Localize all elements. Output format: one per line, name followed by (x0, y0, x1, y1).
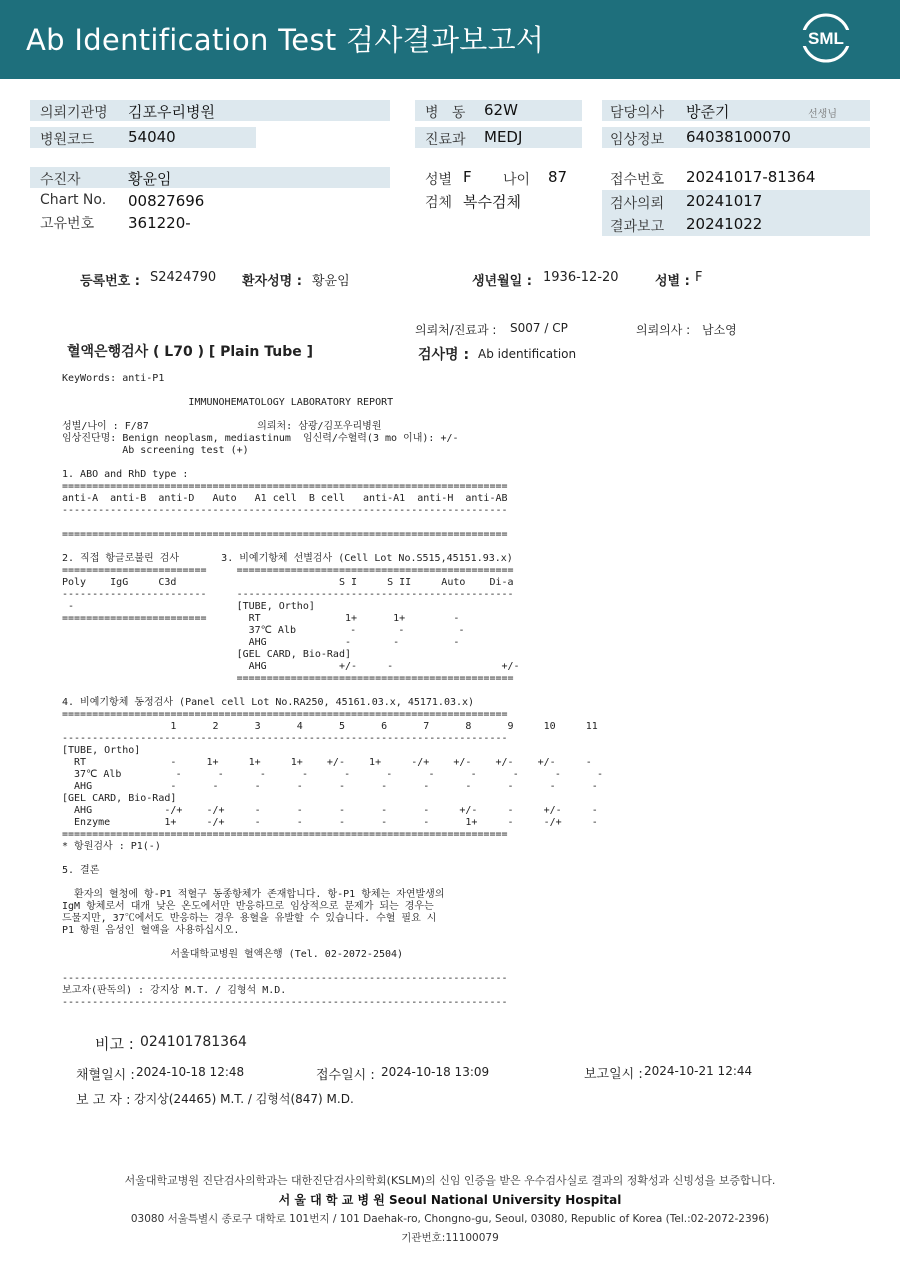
certification-text: 서울대학교병원 진단검사의학과는 대한진단검사의학회(KSLM)의 신임 인증을 받은 우수검사실로 결과의 정확성과 신빙성을 보증합니다. (124, 1174, 776, 1187)
report-line: RT - 1+ 1+ 1+ +/- 1+ -/+ +/- +/- +/- - (62, 757, 592, 768)
reporter-label: 보 고 자 : (76, 1093, 131, 1108)
report-line: ========================================================================== (62, 829, 508, 840)
report-line: IMMUNOHEMATOLOGY LABORATORY REPORT (62, 397, 394, 408)
reg-number-value: S2424790 (150, 270, 217, 285)
report-line: AHG +/- - +/- (62, 661, 520, 672)
report-line: 4. 비예기항체 동정검사 (Panel cell Lot No.RA250, 45161.03.x, 45171.03.x) (62, 697, 475, 708)
report-line: Ab screening test (+) (62, 445, 249, 456)
chart-value: 00827696 (128, 192, 205, 210)
report-line: [TUBE, Ortho] (62, 745, 141, 756)
receipt-value: 20241017-81364 (686, 168, 816, 186)
patient-name-label: 환자성명 : (242, 274, 302, 289)
dept-label: 진료과 (425, 132, 466, 148)
sml-logo-icon (800, 12, 852, 64)
sex-value: F (463, 168, 472, 186)
page-title: Ab Identification Test 검사결과보고서 (26, 23, 545, 57)
report-line: -------------------------------------------------------------------------- (62, 733, 508, 744)
dob-label: 생년월일 : (472, 274, 532, 289)
report-line (62, 541, 582, 553)
hospital-name: 서 울 대 학 교 병 원 Seoul National University Hospital (278, 1193, 622, 1207)
report-line: ========================================================================== (62, 529, 508, 540)
reg-number-label: 등록번호 : (80, 274, 140, 289)
uid-label: 고유번호 (40, 216, 95, 232)
test-title: 혈액은행검사 ( L70 ) [ Plain Tube ] (67, 344, 314, 360)
report-line: AHG - - - (62, 637, 460, 648)
age-value: 87 (548, 168, 568, 186)
receive-label: 접수일시 : (316, 1068, 375, 1083)
report-line: ========================================================================== (62, 481, 508, 492)
report-line (62, 409, 582, 421)
test-name-label: 검사명 : (418, 347, 470, 363)
hospital-address: 03080 서울특별시 종로구 대학로 101번지 / 101 Daehak-ro, Chongno-gu, Seoul, 03080, Republic of Korea (Tel.:02-2072-2396) (130, 1213, 770, 1225)
reg-sex-value: F (695, 270, 703, 285)
reporter-value: 강지상(24465) M.T. / 김형석(847) M.D. (134, 1092, 354, 1106)
report-line: AHG - - - - - - - - - - - (62, 781, 598, 792)
report-line: -------------------------------------------------------------------------- (62, 997, 508, 1008)
patient-bar (30, 167, 390, 188)
report-time-value: 2024-10-21 12:44 (644, 1064, 753, 1078)
receipt-label: 접수번호 (610, 172, 665, 188)
logo-text: SML (808, 29, 844, 48)
req-doctor-label: 의뢰의사 : (636, 323, 691, 337)
report-line: 37℃ Alb - - - (62, 625, 465, 636)
doctor-suffix: 선생님 (808, 109, 837, 120)
report-line: 성별/나이 : F/87 의뢰처: 삼광/김포우리병원 (62, 421, 382, 432)
dept-cp-label: 의뢰처/진료과 : (415, 323, 497, 337)
report-line: -------------------------------------------------------------------------- (62, 973, 508, 984)
report-line (62, 853, 582, 865)
report-line (62, 685, 582, 697)
specimen-value: 복수검체 (463, 193, 521, 211)
report-line: [GEL CARD, Bio-Rad] (62, 649, 351, 660)
report-line: Enzyme 1+ -/+ - - - - - 1+ - -/+ - (62, 817, 598, 828)
report-line (62, 385, 582, 397)
report-line: 5. 결론 (62, 865, 100, 876)
req-doctor-value: 남소영 (702, 323, 737, 337)
report-line: * 항원검사 : P1(-) (62, 841, 161, 852)
lab-report-body (62, 373, 604, 1009)
dept-value: MEDJ (484, 128, 523, 146)
specimen-label: 검체 (425, 195, 453, 211)
report-line: IgM 항체로서 대개 낮은 온도에서만 반응하므로 임상적으로 문제가 되는 경우는 (62, 901, 434, 912)
report-line: 환자의 혈청에 항-P1 적혈구 동종항체가 존재합니다. 항-P1 항체는 자연발생의 (62, 889, 445, 900)
report-line: - [TUBE, Ortho] (62, 601, 315, 612)
hospital-code-label: 병원코드 (40, 132, 95, 148)
dept-cp-value: S007 / CP (510, 321, 568, 335)
report-line (62, 937, 582, 949)
report-line (62, 877, 582, 889)
report-line (62, 961, 582, 973)
dob-value: 1936-12-20 (543, 270, 619, 285)
reg-sex-label: 성별 : (655, 274, 690, 289)
report-line: ======================== ============================================== (62, 565, 514, 576)
clinical-value: 64038100070 (686, 128, 791, 146)
sex-label: 성별 (425, 172, 453, 188)
result-value: 20241022 (686, 215, 763, 233)
barcode-label: 비고 : (95, 1035, 134, 1053)
ward-value: 62W (484, 101, 518, 119)
report-line: ======================== RT 1+ 1+ - (62, 613, 460, 624)
report-line: -------------------------------------------------------------------------- (62, 505, 508, 516)
clinical-label: 임상정보 (610, 132, 665, 148)
receive-value: 2024-10-18 13:09 (381, 1065, 490, 1079)
institution-value: 김포우리병원 (128, 103, 215, 121)
chart-label: Chart No. (40, 192, 107, 208)
report-line: ============================================== (62, 673, 514, 684)
report-line: anti-A anti-B anti-D Auto A1 cell B cell anti-A1 anti-H anti-AB (62, 493, 508, 504)
report-line: 1. ABO and RhD type : (62, 469, 189, 480)
result-label: 결과보고 (610, 219, 665, 235)
doctor-value: 방준기 (686, 103, 730, 121)
report-line: [GEL CARD, Bio-Rad] (62, 793, 177, 804)
report-line: ========================================================================== (62, 709, 508, 720)
ward-label: 병 동 (425, 105, 466, 121)
report-line: Poly IgG C3d S I S II Auto Di-a (62, 577, 514, 588)
doctor-label: 담당의사 (610, 105, 665, 121)
test-name-value: Ab identification (478, 347, 577, 361)
request-value: 20241017 (686, 192, 763, 210)
report-line (62, 457, 582, 469)
report-header (0, 0, 900, 79)
patient-label: 수진자 (40, 172, 81, 188)
institution-label: 의뢰기관명 (40, 105, 108, 121)
age-label: 나이 (503, 172, 531, 188)
patient-value: 황윤임 (128, 170, 172, 188)
report-line: KeyWords: anti-P1 (62, 373, 165, 384)
barcode-value: 024101781364 (140, 1034, 247, 1050)
report-line: AHG -/+ -/+ - - - - - +/- - +/- - (62, 805, 598, 816)
report-line: ------------------------ ---------------------------------------------- (62, 589, 514, 600)
report-line: 2. 직접 항글로불린 검사 3. 비예기항체 선별검사 (Cell Lot No.S515,45151.93.x) (62, 553, 513, 564)
collect-value: 2024-10-18 12:48 (136, 1065, 245, 1079)
report-line: 1 2 3 4 5 6 7 8 9 10 11 (62, 721, 598, 732)
report-time-label: 보고일시 : (584, 1067, 643, 1082)
report-line: 보고자(판독의) : 강지상 M.T. / 김형석 M.D. (62, 985, 287, 996)
report-line: 드물지만, 37℃에서도 반응하는 경우 용혈을 유발할 수 있습니다. 수혈 필요 시 (62, 913, 437, 924)
hospital-code-value: 54040 (128, 128, 176, 146)
request-label: 검사의뢰 (610, 196, 665, 212)
report-line (62, 517, 582, 529)
report-line: 임상진단명: Benign neoplasm, mediastinum 임신력/수혈력(3 mo 이내): +/- (62, 433, 459, 444)
report-line: P1 항원 음성인 혈액을 사용하십시오. (62, 925, 240, 936)
institution-code: 기관번호:11100079 (401, 1232, 499, 1244)
patient-name-value: 황윤임 (312, 274, 350, 289)
report-line: 37℃ Alb - - - - - - - - - - - (62, 769, 604, 780)
collect-label: 채혈일시 : (76, 1068, 135, 1083)
report-line: 서울대학교병원 혈액은행 (Tel. 02-2072-2504) (62, 949, 404, 960)
uid-value: 361220- (128, 214, 191, 232)
